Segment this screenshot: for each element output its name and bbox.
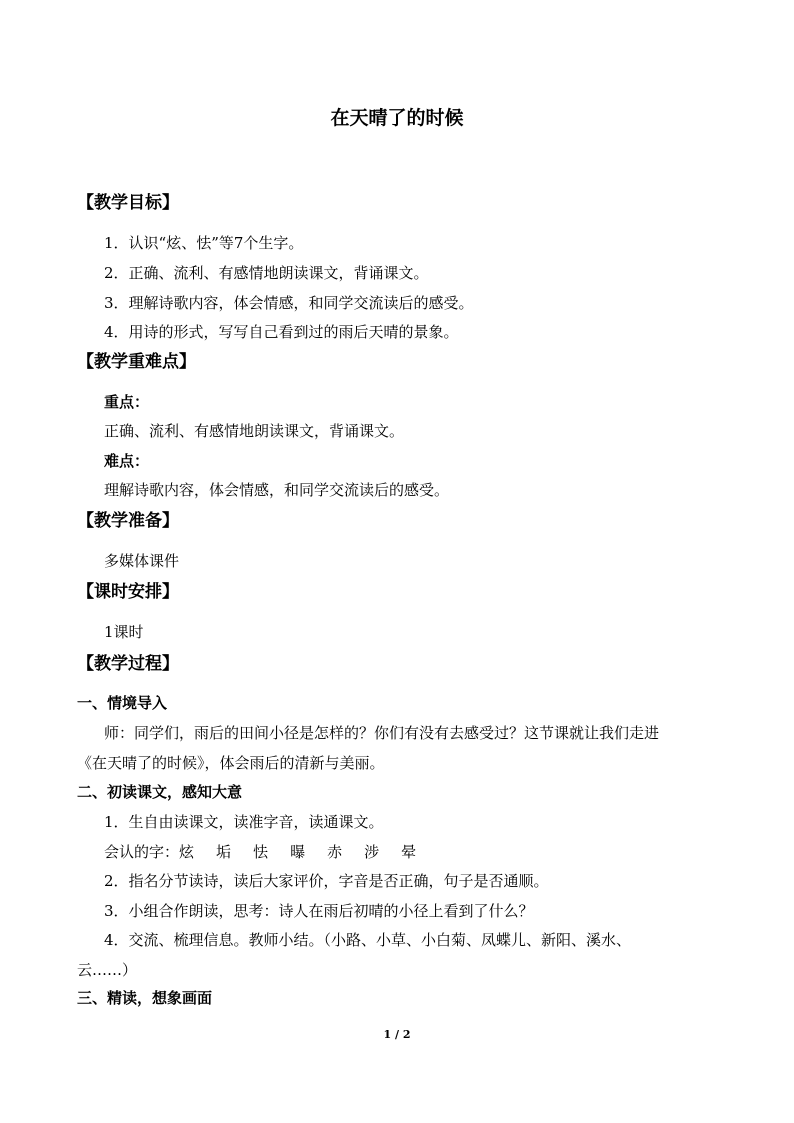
page-number: 1 / 2 xyxy=(383,1028,411,1041)
new-character: 涉 xyxy=(364,843,380,861)
schedule-heading: 【课时安排】 xyxy=(77,582,179,602)
difficulty-text: 理解诗歌内容，体会情感，和同学交流读后的感受。 xyxy=(104,481,450,499)
process-heading: 【教学过程】 xyxy=(77,654,179,674)
part2-step4-line2: 云……） xyxy=(77,961,138,979)
part1-text-line1: 师：同学们，雨后的田间小径是怎样的？你们有没有去感受过？这节课就让我们走进 xyxy=(104,724,660,742)
key-points-heading: 【教学重难点】 xyxy=(77,352,196,372)
objective-item: 2．正确、流利、有感情地朗读课文，背诵课文。 xyxy=(104,264,429,282)
objective-item: 4．用诗的形式，写写自己看到过的雨后天晴的景象。 xyxy=(104,323,459,341)
part2-step4-line1: 4．交流、梳理信息。教师小结。（小路、小草、小白菊、凤蝶儿、新阳、溪水、 xyxy=(104,931,632,949)
schedule-text: 1课时 xyxy=(104,623,144,641)
document-title: 在天晴了的时候 xyxy=(330,107,464,129)
objectives-heading: 【教学目标】 xyxy=(77,193,179,213)
objective-item: 3．理解诗歌内容，体会情感，和同学交流读后的感受。 xyxy=(104,294,474,312)
new-characters-label: 会认的字： xyxy=(104,843,180,861)
new-character: 晕 xyxy=(401,843,417,861)
new-character: 怯 xyxy=(253,843,269,861)
new-character: 炫 xyxy=(179,843,195,861)
new-character: 赤 xyxy=(327,843,343,861)
preparation-text: 多媒体课件 xyxy=(104,552,180,570)
new-characters-row xyxy=(104,842,416,862)
part2-heading: 二、初读课文，感知大意 xyxy=(77,783,243,801)
new-character: 曝 xyxy=(290,843,306,861)
difficulty-label: 难点： xyxy=(104,452,150,470)
new-character: 垢 xyxy=(216,843,232,861)
preparation-heading: 【教学准备】 xyxy=(77,511,179,531)
part3-heading: 三、精读，想象画面 xyxy=(77,989,213,1007)
part2-step3: 3．小组合作朗读，思考：诗人在雨后初晴的小径上看到了什么？ xyxy=(104,902,534,920)
part1-heading: 一、情境导入 xyxy=(77,694,168,712)
key-label: 重点： xyxy=(104,393,150,411)
part2-step1: 1．生自由读课文，读准字音，读通课文。 xyxy=(104,813,384,831)
part1-text-line2: 《在天晴了的时候》，体会雨后的清新与美丽。 xyxy=(77,754,385,772)
key-text: 正确、流利、有感情地朗读课文，背诵课文。 xyxy=(104,422,405,440)
objective-item: 1．认识“炫、怯”等7个生字。 xyxy=(104,234,304,252)
part2-step2: 2．指名分节读诗，读后大家评价，字音是否正确，句子是否通顺。 xyxy=(104,872,549,890)
